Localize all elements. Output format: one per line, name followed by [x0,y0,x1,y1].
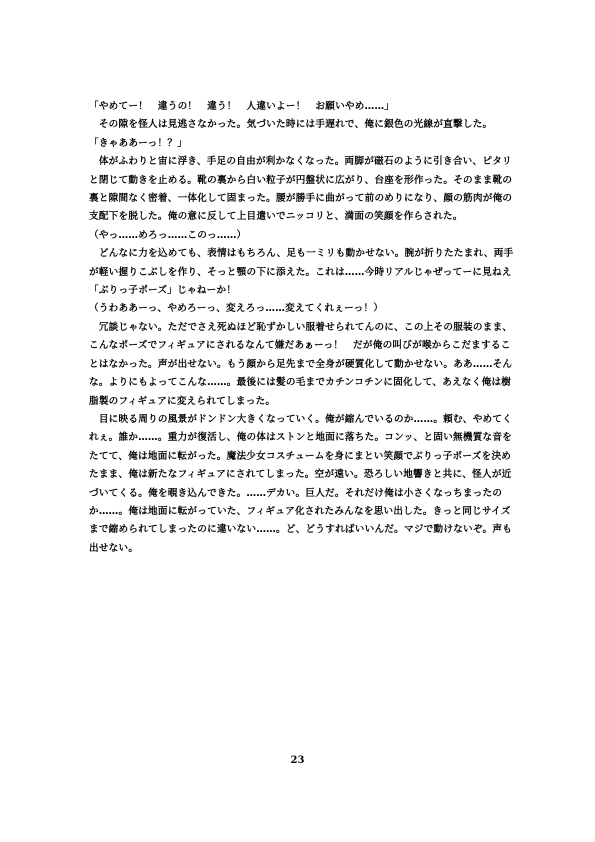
narration-paragraph: 冗談じゃない。ただでさえ死ぬほど恥ずかしい服着せられてんのに、この上その服装のまま、こんなポーズでフィギュアにされるなんて嫌だあぁーっ！ だが俺の叫びが喉からこだますることはなかった。声が出せない。もう顔から足先まで全身が硬質化して動かせない。ああ……そんな。よりにもよってこんな……。最後には髪の毛までカチンコチンに固化して、あえなく俺は樹脂製のフィギュアに変えられてしまった。 [89,321,513,407]
dialogue-line: 「きゃああーっ！？」 [89,137,188,149]
narration-paragraph: 目に映る周りの風景がドンドン大きくなっていく。俺が縮んでいるのか……。頼む、やめてくれぇ。誰か……。重力が復活し、俺の体はストンと地面に落ちた。コンッ、と固い無機質な音をたてて、俺は地面に転がった。魔法少女コスチュームを身にまとい笑顔でぶりっ子ポーズを決めたまま、俺は新たなフィギュアにされてしまった。空が遠い。恐ろしい地響きと共に、怪人が近づいてくる。俺を覗き込んできた。……デカい。巨人だ。それだけ俺は小さくなっちまったのか……。俺は地面に転がっていた、フィギュア化されたみんなを思い出した。きっと同じサイズまで縮められてしまったのに違いない……。ど、どうすればいいんだ。マジで動けないぞ。声も出せない。 [89,413,513,554]
page-number: 23 [290,755,305,766]
narration-paragraph: その隙を怪人は見逃さなかった。気づいた時には手遅れで、俺に銀色の光線が直撃した。 [98,119,493,131]
body-text [89,98,517,558]
narration-paragraph: 体がふわりと宙に浮き、手足の自由が利かなくなった。両脚が磁石のように引き合い、ピタリと閉じて動きを止める。靴の裏から白い粒子が円盤状に広がり、台座を形作った。そのまま靴の裏と隙間なく密着、一体化して固まった。腰が勝手に曲がって前のめりになり、顔の筋肉が俺の支配下を脱した。俺の意に反して上目遣いでニッコリと、満面の笑顔を作らされた。 [89,156,513,223]
dialogue-line: 「やめてー！ 違うの！ 違う！ 人違いよー！ お願いやめ……」 [89,101,395,112]
narration-paragraph: どんなに力を込めても、表情はもちろん、足も一ミリも動かせない。腕が折りたたまれ、両手が軽い握りこぶしを作り、そっと顎の下に添えた。これは……今時リアルじゃぜってーに見ねえ「ぶりっ子ポーズ」じゃねーか！ [89,248,514,297]
thought-line: （やっ……めろっ……このっ……） [89,229,247,241]
thought-line: （うわああーっ、やめろーっ、変えろっ……変えてくれぇーっ！） [89,303,384,315]
